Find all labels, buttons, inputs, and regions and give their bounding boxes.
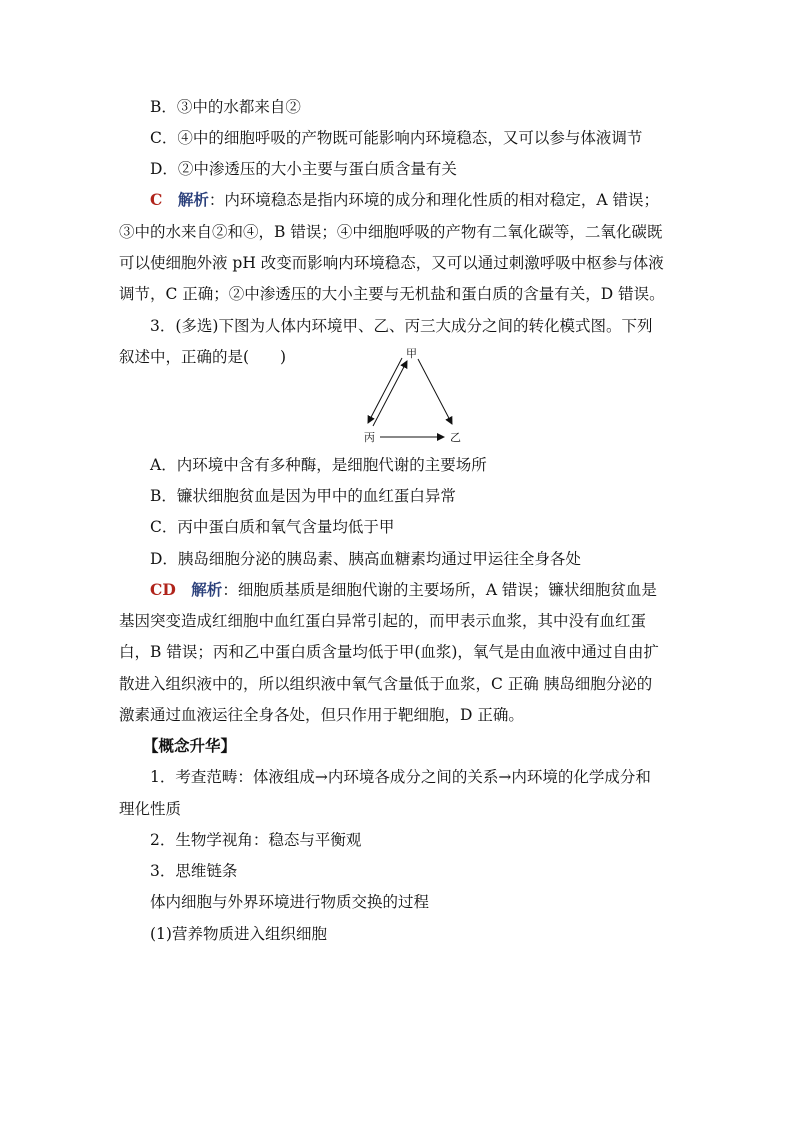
- q3-stem-line-2: 叙述中，正确的是( ): [119, 348, 287, 366]
- q2-analysis-line-4: 调节，C 正确；②中渗透压的大小主要与无机盐和蛋白质的含量有关，D 错误。: [119, 285, 665, 303]
- q3-option-c: C．丙中蛋白质和氧气含量均低于甲: [150, 518, 395, 536]
- body-fluid-conversion-diagram: [356, 346, 468, 444]
- node-bing: 丙: [364, 431, 375, 444]
- q3-option-a: A．内环境中含有多种酶，是细胞代谢的主要场所: [150, 456, 487, 474]
- summary-heading: 【概念升华】: [143, 736, 237, 755]
- node-jia: 甲: [406, 347, 417, 360]
- q2-option-b: B．③中的水都来自②: [150, 98, 301, 116]
- q3-option-d: D．胰岛细胞分泌的胰岛素、胰高血糖素均通过甲运往全身各处: [150, 550, 581, 568]
- q2-option-d: D．②中渗透压的大小主要与蛋白质含量有关: [150, 160, 457, 178]
- q3-analysis-line-4: 散进入组织液中的，所以组织液中氧气含量低于血浆，C 正确 胰岛细胞分泌的: [119, 675, 653, 693]
- q2-analysis-text-1: ：内环境稳态是指内环境的成分和理化性质的相对稳定，A 错误；: [208, 191, 659, 209]
- q3-analysis-line-3: 白，B 错误；丙和乙中蛋白质含量均低于甲(血浆)，氧气是由血液中通过自由扩: [119, 643, 659, 661]
- arrow-bing-to-jia: [373, 361, 407, 426]
- q3-option-b: B．镰状细胞贫血是因为甲中的血红蛋白异常: [150, 487, 456, 505]
- q2-analysis-label: 解析: [177, 190, 209, 209]
- summary-item-1-line-1: 1．考查范畴：体液组成→内环境各成分之间的关系→内环境的化学成分和: [150, 768, 651, 786]
- q2-analysis-line-1: [150, 190, 659, 210]
- q3-analysis-line-2: 基因突变造成红细胞中血红蛋白异常引起的，而甲表示血浆，其中没有血红蛋: [119, 612, 647, 630]
- process-subsection-1: (1)营养物质进入组织细胞: [150, 925, 327, 943]
- summary-item-1-line-2: 理化性质: [119, 800, 182, 818]
- q2-analysis-line-2: ③中的水来自②和④，B 错误；④中细胞呼吸的产物有二氧化碳等，二氧化碳既: [119, 223, 663, 241]
- node-yi: 乙: [450, 431, 461, 444]
- q2-analysis-line-3: 可以使细胞外液 pH 改变而影响内环境稳态，又可以通过刺激呼吸中枢参与体液: [119, 254, 664, 272]
- q3-analysis-text-1: ：细胞质基质是细胞代谢的主要场所，A 错误；镰状细胞贫血是: [222, 581, 657, 599]
- q3-answer: CD: [150, 580, 176, 599]
- arrow-jia-to-bing: [368, 358, 402, 423]
- summary-item-3: 3．思维链条: [150, 862, 238, 880]
- q3-analysis-line-5: 激素通过血液运往全身各处，但只作用于靶细胞，D 正确。: [119, 706, 524, 724]
- q3-stem-line-1: 3．(多选)下图为人体内环境甲、乙、丙三大成分之间的转化模式图。下列: [150, 317, 653, 335]
- q3-analysis-label: 解析: [191, 580, 223, 599]
- process-title: 体内细胞与外界环境进行物质交换的过程: [150, 893, 430, 911]
- q2-answer: C: [150, 190, 163, 209]
- arrow-jia-to-yi: [418, 359, 452, 424]
- q2-option-c: C．④中的细胞呼吸的产物既可能影响内环境稳态，又可以参与体液调节: [150, 129, 643, 147]
- q3-analysis-line-1: [150, 580, 657, 600]
- summary-item-2: 2．生物学视角：稳态与平衡观: [150, 831, 362, 849]
